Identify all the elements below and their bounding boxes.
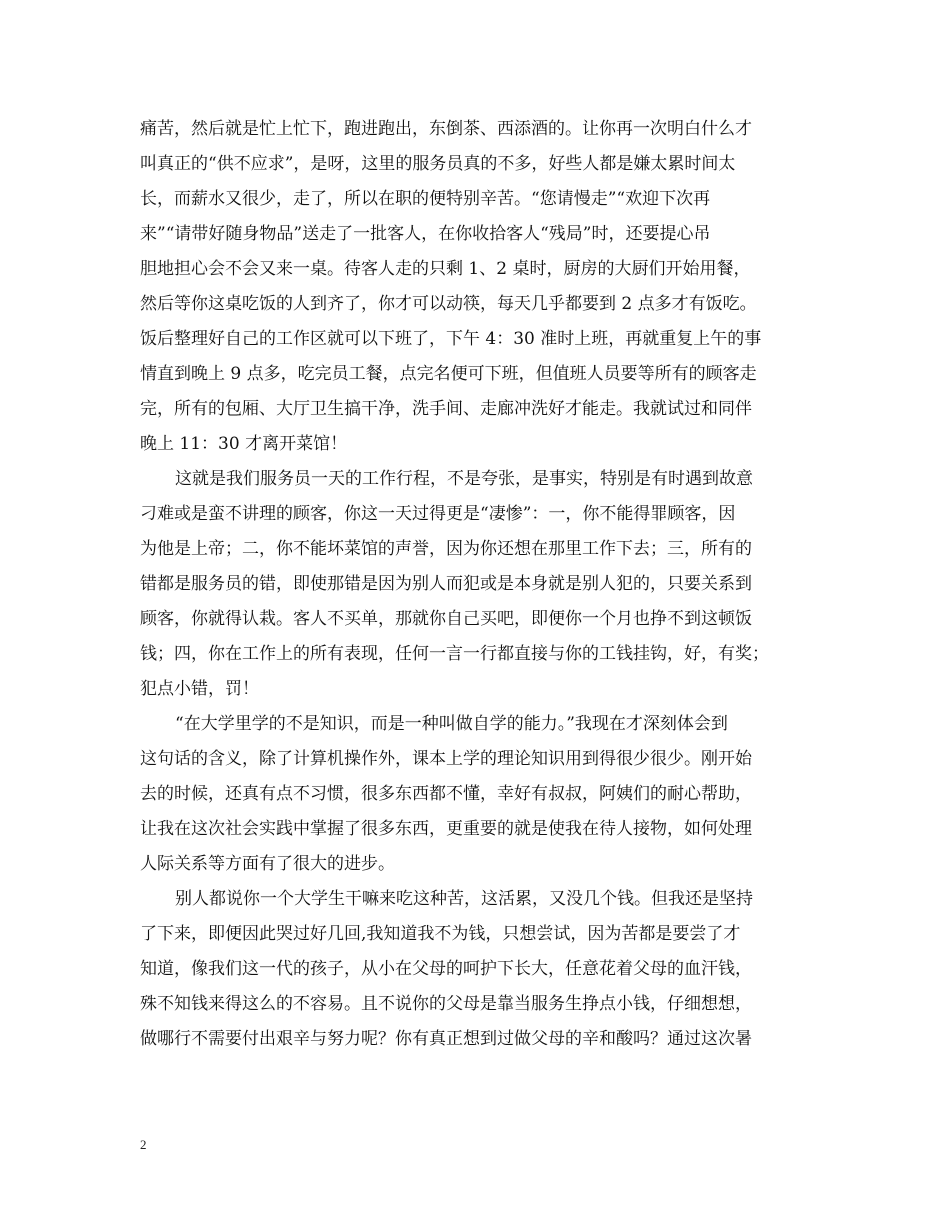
text-line: 饭后整理好自己的工作区就可以下班了，下午 4：30 准时上班，再就重复上午的事 [140,329,762,349]
text-line: 了下来，即便因此哭过好几回,我知道我不为钱，只想尝试，因为苦都是要尝了才 [140,924,741,944]
paragraph [140,707,816,882]
text-line: 殊不知钱来得这么的不容易。且不说你的父母是靠当服务生挣点小钱，仔细想想， [140,994,752,1014]
text-line: 为他是上帝；二，你不能坏菜馆的声誉，因为你还想在那里工作下去；三，所有的 [140,539,752,559]
text-line: “在大学里学的不是知识，而是一种叫做自学的能力。”我现在才深刻体会到 [175,714,728,734]
page-number: 2 [140,1137,147,1152]
text-line: 让我在这次社会实践中掌握了很多东西，更重要的就是使我在待人接物，如何处理 [140,819,752,839]
text-line: 情直到晚上 9 点多，吃完员工餐，点完名便可下班，但值班人员要等所有的顾客走 [140,364,757,384]
text-line: 长，而薪水又很少，走了，所以在职的便特别辛苦。“您请慢走”“欢迎下次再 [140,189,711,209]
text-line: 叫真正的“供不应求”，是呀，这里的服务员真的不多，好些人都是嫌太累时间太 [140,154,736,174]
text-line: 别人都说你一个大学生干嘛来吃这种苦，这活累，又没几个钱。但我还是坚持 [175,889,753,909]
text-line: 顾客，你就得认栽。客人不买单，那就你自己买吧，即便你一个月也挣不到这顿饭 [140,609,752,629]
text-line: 这句话的含义，除了计算机操作外，课本上学的理论知识用到得很少很少。刚开始 [140,749,752,769]
paragraph [140,112,816,462]
document-body [140,112,816,1057]
text-line: 来”“请带好随身物品”送走了一批客人，在你收拾客人“残局”时，还要提心吊 [140,224,711,244]
text-line: 人际关系等方面有了很大的进步。 [140,854,395,874]
text-line: 错都是服务员的错，即使那错是因为别人而犯或是本身就是别人犯的，只要关系到 [140,574,752,594]
text-line: 做哪行不需要付出艰辛与努力呢？你有真正想到过做父母的辛和酸吗？通过这次暑 [140,1029,752,1049]
text-line: 知道，像我们这一代的孩子，从小在父母的呵护下长大，任意花着父母的血汗钱， [140,959,752,979]
text-line: 完，所有的包厢、大厅卫生搞干净，洗手间、走廊冲洗好才能走。我就试过和同伴 [140,399,752,419]
text-line: 去的时候，还真有点不习惯，很多东西都不懂，幸好有叔叔，阿姨们的耐心帮助， [140,784,752,804]
paragraph [140,462,816,707]
text-line: 钱；四，你在工作上的所有表现，任何一言一行都直接与你的工钱挂钩，好，有奖； [140,644,769,664]
text-line: 晚上 11：30 才离开菜馆！ [140,434,348,454]
text-line: 刁难或是蛮不讲理的顾客，你这一天过得更是“凄惨”：一，你不能得罪顾客，因 [140,504,736,524]
text-line: 犯点小错，罚！ [140,679,259,699]
text-line: 痛苦，然后就是忙上忙下，跑进跑出，东倒茶、西添酒的。让你再一次明白什么才 [140,119,752,139]
text-line: 这就是我们服务员一天的工作行程，不是夸张，是事实，特别是有时遇到故意 [175,469,753,489]
paragraph [140,882,816,1057]
text-line: 胆地担心会不会又来一桌。待客人走的只剩 1、2 桌时，厨房的大厨们开始用餐， [140,259,751,279]
text-line: 然后等你这桌吃饭的人到齐了，你才可以动筷，每天几乎都要到 2 点多才有饭吃。 [140,294,757,314]
